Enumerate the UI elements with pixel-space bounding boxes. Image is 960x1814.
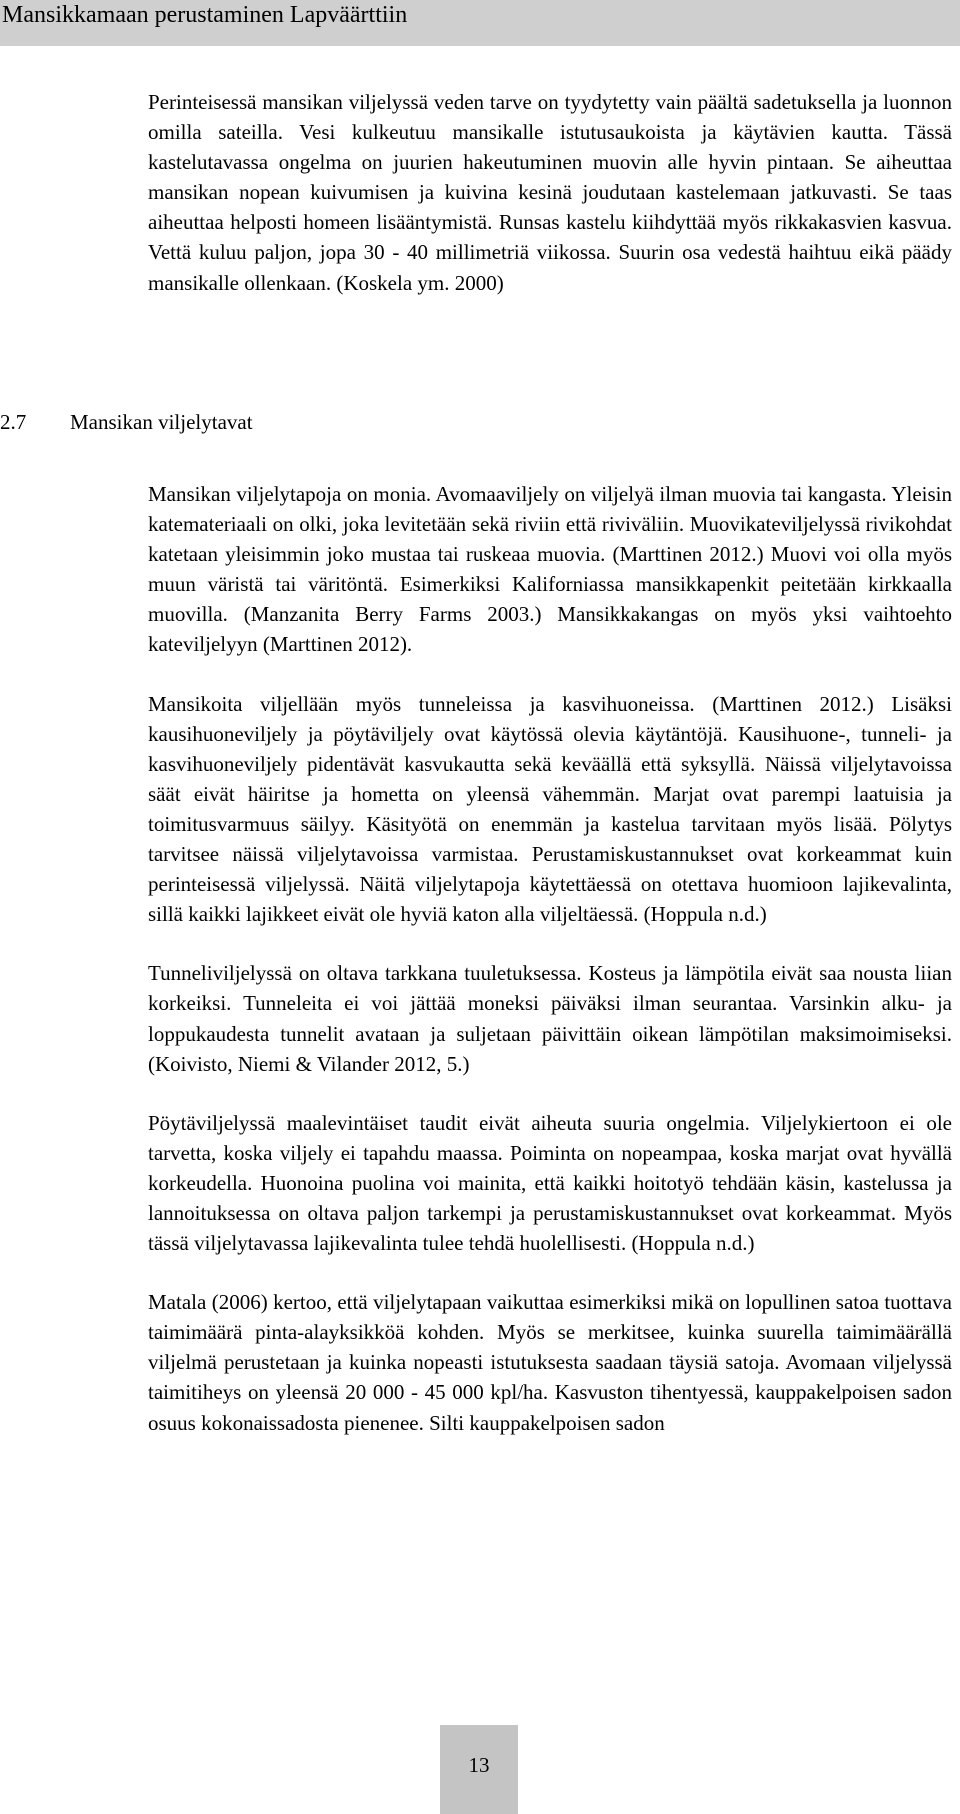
paragraph: Tunneliviljelyssä on oltava tarkkana tuuletuksessa. Kosteus ja lämpötila eivät saa nousta liian korkeiksi. Tunneleita ei voi jättää moneksi päiväksi ilman seurantaa. Varsinkin alku- ja loppukaudesta tunnelit avataan ja suljetaan päivittäin oikean lämpötilan maksimoimiseksi. (Koivisto, Niemi & Vilander 2012, 5.) bbox=[148, 961, 952, 1076]
header-title: Mansikkamaan perustaminen Lapväärttiin bbox=[2, 2, 408, 28]
page-number: 13 bbox=[468, 1753, 490, 1777]
intro-block bbox=[148, 87, 952, 298]
section-body bbox=[148, 479, 952, 1438]
paragraph: Mansikan viljelytapoja on monia. Avomaaviljely on viljelyä ilman muovia tai kangasta. Yleisin katemateriaali on olki, joka levitetään sekä riviin että riviväliin. Muovikateviljelyssä rivikohdat katetaan yleisimmin joko mustaa tai ruskeaa muovia. (Marttinen 2012.) Muovi voi olla myös muun väristä tai väritöntä. Esimerkiksi Kaliforniassa mansikkapenkit peitetään kirkkaalla muovilla. (Manzanita Berry Farms 2003.) Mansikkakangas on myös yksi vaihtoehto kateviljelyyn (Marttinen 2012). bbox=[148, 482, 952, 657]
page-number-box bbox=[440, 1725, 518, 1814]
paragraph: Mansikoita viljellään myös tunneleissa ja kasvihuoneissa. (Marttinen 2012.) Lisäksi kausihuoneviljely ja pöytäviljely ovat käytössä olevia käytäntöjä. Kausihuone-, tunneli- ja kasvihuoneviljely pidentävät kasvukautta sekä keväällä että syksyllä. Näissä viljelytavoissa säät eivät häiritse ja hometta on yleensä vähemmän. Marjat ovat parempi laatuisia ja toimitusvarmuus säilyy. Käsityötä on enemmän ja kastelua tarvitaan myös lisää. Pölytys tarvitsee näissä viljelytavoissa varmistaa. Perustamiskustannukset ovat korkeammat kuin perinteisessä viljelyssä. Näitä viljelytapoja käytettäessä on otettava huomioon lajikevalinta, sillä kaikki lajikkeet eivät ole hyviä katon alla viljeltäessä. (Hoppula n.d.) bbox=[148, 691, 952, 927]
section-number: 2.7 bbox=[0, 410, 27, 434]
section-title: Mansikan viljelytavat bbox=[70, 410, 253, 434]
paragraph: Matala (2006) kertoo, että viljelytapaan vaikuttaa esimerkiksi mikä on lopullinen satoa tuottava taimimäärä pinta-alayksikköä kohden. Myös se merkitsee, kuinka suurella taimimäärällä viljelmä perustetaan ja kuinka nopeasti istutuksesta saadaan täysiä satoja. Avomaan viljelyssä taimitiheys on yleensä 20 000 - 45 000 kpl/ha. Kasvuston tihentyessä, kauppakelpoisen sadon osuus kokonaissadosta pienenee. Silti kauppakelpoisen sadon bbox=[148, 1290, 952, 1435]
paragraph: Pöytäviljelyssä maalevintäiset taudit eivät aiheuta suuria ongelmia. Viljelykiertoon ei ole tarvetta, koska viljely ei tapahdu maassa. Poiminta on nopeampaa, koska marjat ovat hyvällä korkeudella. Huonoina puolina voi mainita, että kaikki hoitotyö tehdään käsin, kastelussa ja lannoituksessa on oltava paljon tarkempi ja perustamiskustannukset ovat korkeammat. Myös tässä viljelytavassa lajikevalinta tulee tehdä huolellisesti. (Hoppula n.d.) bbox=[148, 1110, 952, 1256]
intro-paragraph: Perinteisessä mansikan viljelyssä veden tarve on tyydytetty vain päältä sadetuksella ja luonnon omilla sateilla. Vesi kulkeutuu mansikalle istutusaukoista ja käytävien kautta. Tässä kastelutavassa ongelma on juurien hakeutuminen muovin alle hyvin pintaan. Se aiheuttaa mansikan nopean kuivumisen ja kuivina kesinä joudutaan kastelemaan jatkuvasti. Se taas aiheuttaa helposti homeen lisääntymistä. Runsas kastelu kiihdyttää myös rikkakasvien kasvua. Vettä kuluu paljon, jopa 30 - 40 millimetriä viikossa. Suurin osa vedestä haihtuu eikä päädy mansikalle ollenkaan. (Koskela ym. 2000) bbox=[148, 90, 952, 295]
section-heading bbox=[0, 407, 253, 437]
running-header bbox=[0, 0, 960, 46]
